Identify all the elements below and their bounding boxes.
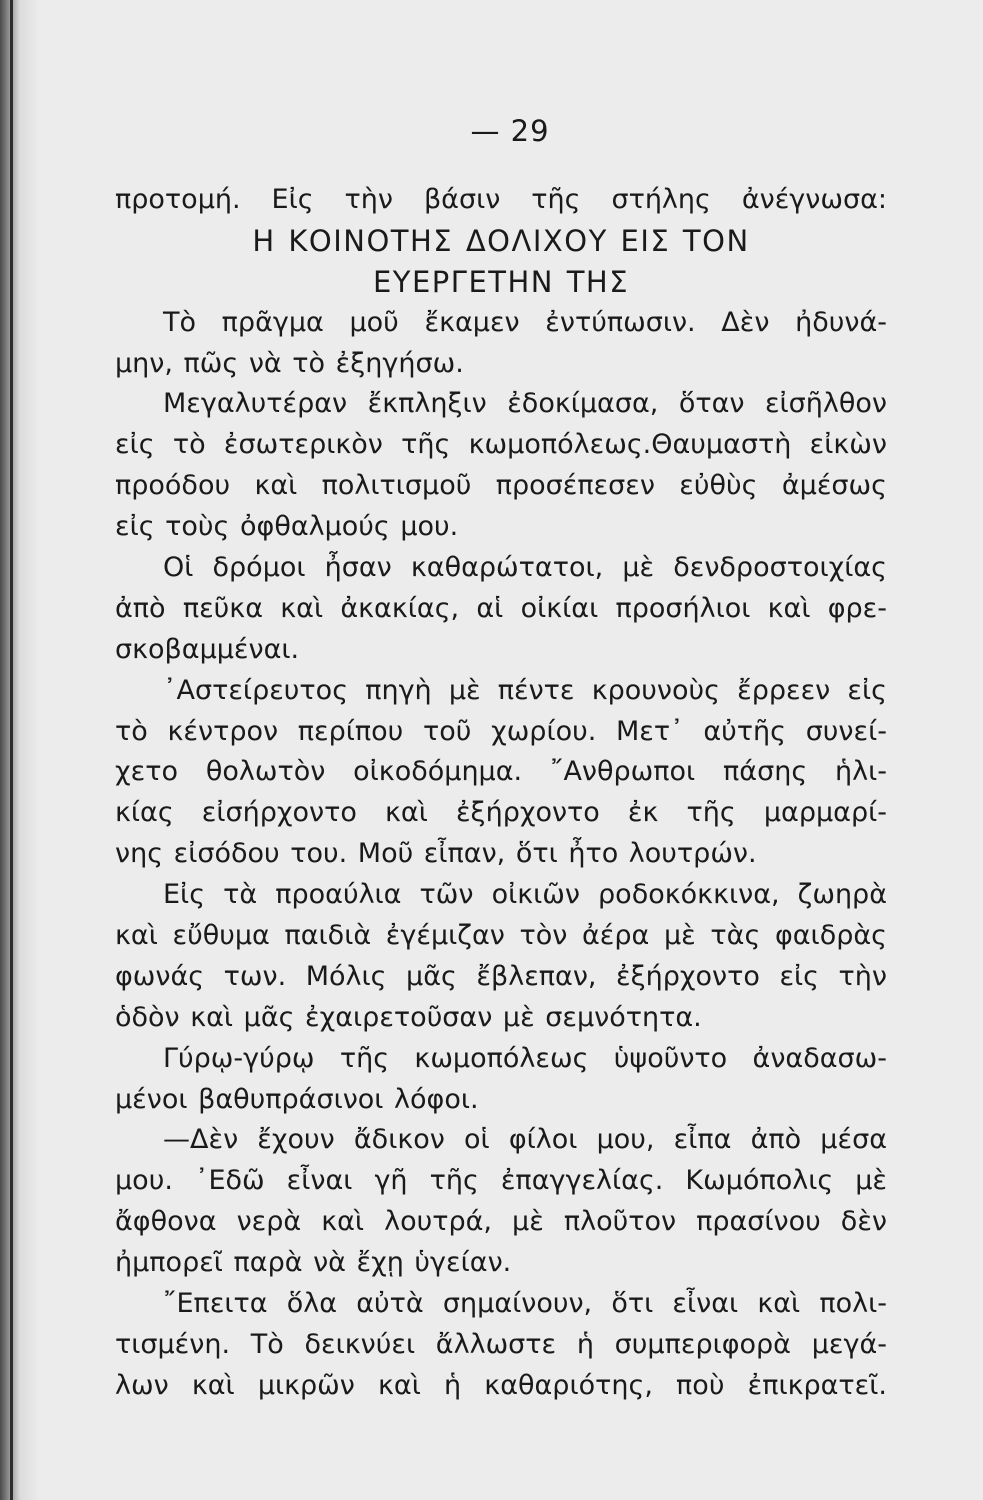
- body-text: [115, 180, 887, 1407]
- text-line: τὸ κέντρον περίπου τοῦ χωρίου. Μετ᾿ αὐτῆς συνεί-: [115, 715, 887, 747]
- paragraph-start: Τὸ πρᾶγμα μοῦ ἔκαμεν ἐντύπωσιν. Δὲν ἠδυνά-: [163, 306, 887, 338]
- paragraph-start: ῎Επειτα ὅλα αὐτὰ σημαίνουν, ὅτι εἶναι καὶ πολι-: [163, 1288, 887, 1320]
- paragraph-end: μένοι βαθυπράσινοι λόφοι.: [115, 1083, 479, 1115]
- text-line: λων καὶ μικρῶν καὶ ἡ καθαριότης, ποὺ ἐπικρατεῖ.: [115, 1369, 887, 1401]
- text-line: προόδου καὶ πολιτισμοῦ προσέπεσεν εὐθὺς ἀμέσως: [115, 470, 887, 502]
- text-line: εἰς τὸ ἐσωτερικὸν τῆς κωμοπόλεως.Θαυμαστὴ εἰκὼν: [115, 429, 887, 461]
- paragraph-start: Οἱ δρόμοι ἦσαν καθαρώτατοι, μὲ δενδροστοιχίας: [163, 552, 887, 584]
- paragraph-start: Εἰς τὰ προαύλια τῶν οἰκιῶν ροδοκόκκινα, ζωηρὰ: [163, 879, 887, 911]
- paragraph-start: ᾿Αστείρευτος πηγὴ μὲ πέντε κρουνοὺς ἔρρεεν εἰς: [163, 674, 887, 706]
- text-line: τισμένη. Τὸ δεικνύει ἄλλωστε ἡ συμπεριφορὰ μεγά-: [115, 1328, 887, 1360]
- text-line: καὶ εὔθυμα παιδιὰ ἐγέμιζαν τὸν ἀέρα μὲ τὰς φαιδρὰς: [115, 920, 887, 952]
- text-line: προτομή. Εἰς τὴν βάσιν τῆς στήλης ἀνέγνωσα:: [115, 184, 887, 215]
- paragraph-start: Γύρῳ-γύρῳ τῆς κωμοπόλεως ὑψοῦντο ἀναδασω-: [163, 1042, 887, 1074]
- paragraph-start: —Δὲν ἔχουν ἄδικον οἱ φίλοι μου, εἶπα ἀπὸ μέσα: [163, 1124, 887, 1156]
- paragraph-start: Μεγαλυτέραν ἔκπληξιν ἐδοκίμασα, ὅταν εἰσῆλθον: [163, 388, 887, 420]
- paragraph-end: εἰς τοὺς ὀφθαλμούς μου.: [115, 511, 459, 543]
- paragraph-end: μην, πῶς νὰ τὸ ἐξηγήσω.: [115, 347, 464, 379]
- inscription-line: Η ΚΟΙΝΟΤΗΣ ΔΟΛΙΧΟΥ ΕΙΣ ΤΟΝ: [252, 223, 750, 258]
- text-line: μου. ᾿Εδῶ εἶναι γῆ τῆς ἐπαγγελίας. Κωμόπολις μὲ: [115, 1165, 887, 1197]
- page-gutter: [10, 0, 13, 1500]
- text-line: χετο θολωτὸν οἰκοδόμημα. ῎Ανθρωποι πάσης ἡλι-: [115, 756, 887, 788]
- text-line: κίας εἰσήρχοντο καὶ ἐξήρχοντο ἐκ τῆς μαρμαρί-: [115, 797, 887, 829]
- inscription-line: ΕΥΕΡΓΕΤΗΝ ΤΗΣ: [372, 264, 630, 299]
- paragraph-end: ἠμπορεῖ παρὰ νὰ ἔχῃ ὑγείαν.: [115, 1247, 512, 1279]
- text-line: ἄφθονα νερὰ καὶ λουτρά, μὲ πλοῦτον πρασίνου δὲν: [115, 1206, 887, 1238]
- text-line: ἀπὸ πεῦκα καὶ ἀκακίας, αἱ οἰκίαι προσήλιοι καὶ φρε-: [115, 592, 887, 624]
- page-number: — 29: [470, 114, 550, 148]
- text-line: φωνάς των. Μόλις μᾶς ἔβλεπαν, ἐξήρχοντο εἰς τὴν: [115, 960, 887, 992]
- paragraph-end: ὁδὸν καὶ μᾶς ἐχαιρετοῦσαν μὲ σεμνότητα.: [115, 1001, 702, 1033]
- paragraph-end: σκοβαμμέναι.: [115, 633, 300, 665]
- paragraph-end: νης εἰσόδου του. Μοῦ εἶπαν, ὅτι ἦτο λουτρών.: [115, 838, 757, 870]
